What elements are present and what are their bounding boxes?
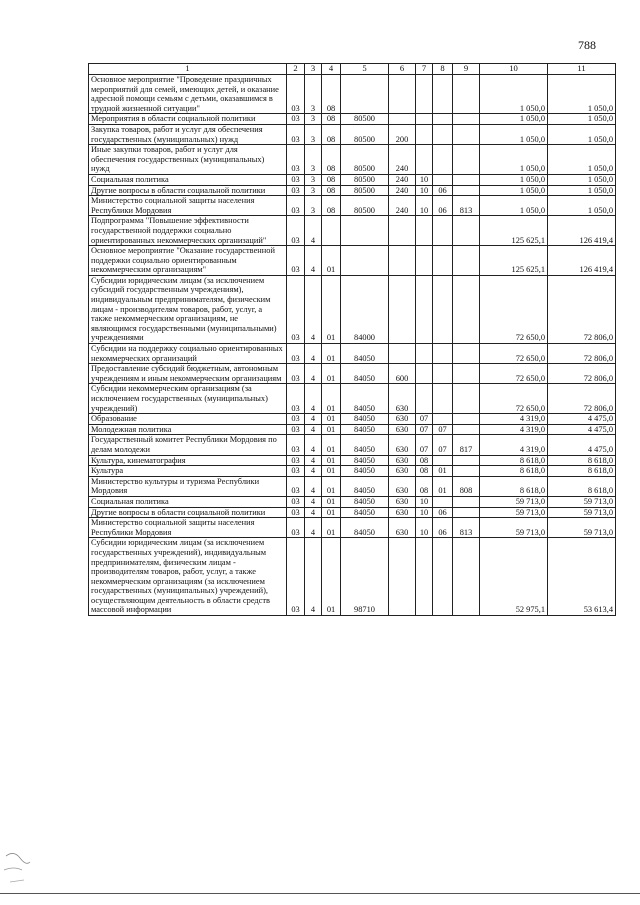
cell-c7	[416, 75, 433, 114]
cell-c9	[453, 538, 480, 616]
row-name-cell: Субсидии некоммерческим организациям (за исключением государственных (муниципальных) учреждений)	[89, 384, 287, 414]
cell-c6	[389, 344, 416, 364]
cell-c5: 84050	[341, 496, 389, 507]
cell-c3: 3	[305, 114, 322, 125]
cell-c11: 1 050,0	[548, 114, 616, 125]
row-name-cell: Министерство социальной защиты населения Республики Мордовия	[89, 196, 287, 216]
cell-c3: 4	[305, 466, 322, 477]
header-cell: 10	[480, 64, 548, 75]
cell-c6	[389, 75, 416, 114]
cell-c10: 4 319,0	[480, 435, 548, 455]
header-cell: 5	[341, 64, 389, 75]
row-name-cell: Социальная политика	[89, 496, 287, 507]
cell-c11: 8 618,0	[548, 466, 616, 477]
cell-c8	[433, 496, 453, 507]
cell-c7: 08	[416, 455, 433, 466]
cell-c8: 06	[433, 196, 453, 216]
cell-c11: 72 806,0	[548, 344, 616, 364]
cell-c7: 10	[416, 507, 433, 518]
table-row	[89, 435, 616, 455]
cell-c2: 03	[287, 455, 305, 466]
cell-c4: 08	[322, 145, 341, 175]
row-name-cell: Социальная политика	[89, 174, 287, 185]
cell-c7	[416, 344, 433, 364]
cell-c6	[389, 114, 416, 125]
row-name-cell: Культура, кинематография	[89, 455, 287, 466]
cell-c2: 03	[287, 364, 305, 384]
table-row	[89, 246, 616, 276]
cell-c4: 08	[322, 114, 341, 125]
cell-c5: 80500	[341, 174, 389, 185]
cell-c3: 4	[305, 384, 322, 414]
table-row	[89, 466, 616, 477]
cell-c7	[416, 216, 433, 246]
header-cell: 3	[305, 64, 322, 75]
cell-c6: 600	[389, 364, 416, 384]
cell-c8: 06	[433, 507, 453, 518]
row-name-cell: Предоставление субсидий бюджетным, автономным учреждениям и иным некоммерческим организациям	[89, 364, 287, 384]
cell-c3: 3	[305, 196, 322, 216]
cell-c9	[453, 114, 480, 125]
cell-c6: 630	[389, 466, 416, 477]
cell-c2: 03	[287, 538, 305, 616]
cell-c8	[433, 174, 453, 185]
header-cell: 4	[322, 64, 341, 75]
cell-c5: 84050	[341, 424, 389, 435]
cell-c2: 03	[287, 124, 305, 144]
table-header-row	[89, 64, 616, 75]
cell-c8: 01	[433, 466, 453, 477]
header-cell: 8	[433, 64, 453, 75]
cell-c5: 98710	[341, 538, 389, 616]
cell-c3: 4	[305, 518, 322, 538]
row-name-cell: Иные закупки товаров, работ и услуг для обеспечения государственных (муниципальных) нужд	[89, 145, 287, 175]
cell-c2: 03	[287, 145, 305, 175]
cell-c5: 84050	[341, 476, 389, 496]
cell-c4: 08	[322, 75, 341, 114]
row-name-cell: Субсидии юридическим лицам (за исключением субсидий государственным учреждениям), индивидуальным предпринимателям, физическим лицам - производителям товаров, работ, услуг, а также некоммерческим организациям, не являющимся государственными (муниципальными) учреждениями	[89, 275, 287, 343]
row-name-cell: Мероприятия в области социальной политики	[89, 114, 287, 125]
cell-c7	[416, 538, 433, 616]
cell-c3: 3	[305, 174, 322, 185]
cell-c4: 08	[322, 124, 341, 144]
cell-c5: 84050	[341, 344, 389, 364]
cell-c6	[389, 538, 416, 616]
cell-c10: 72 650,0	[480, 275, 548, 343]
row-name-cell: Государственный комитет Республики Мордовия по делам молодежи	[89, 435, 287, 455]
cell-c5: 84000	[341, 275, 389, 343]
cell-c7	[416, 384, 433, 414]
cell-c11: 72 806,0	[548, 384, 616, 414]
cell-c9	[453, 384, 480, 414]
table-row	[89, 344, 616, 364]
cell-c5: 80500	[341, 145, 389, 175]
row-name-cell: Молодежная политика	[89, 424, 287, 435]
cell-c2: 03	[287, 424, 305, 435]
cell-c3: 4	[305, 455, 322, 466]
cell-c4: 01	[322, 344, 341, 364]
cell-c4: 01	[322, 246, 341, 276]
table-row	[89, 75, 616, 114]
table-row	[89, 196, 616, 216]
cell-c3: 3	[305, 124, 322, 144]
cell-c2: 03	[287, 518, 305, 538]
table-row	[89, 384, 616, 414]
table-row	[89, 455, 616, 466]
cell-c8	[433, 216, 453, 246]
row-name-cell: Основное мероприятие "Оказание государственной поддержки социально ориентированным некоммерческим организациям"	[89, 246, 287, 276]
table-row	[89, 424, 616, 435]
cell-c7	[416, 145, 433, 175]
cell-c3: 4	[305, 246, 322, 276]
cell-c3: 3	[305, 185, 322, 196]
header-cell: 9	[453, 64, 480, 75]
cell-c2: 03	[287, 75, 305, 114]
cell-c8	[433, 114, 453, 125]
header-cell: 1	[89, 64, 287, 75]
cell-c11: 126 419,4	[548, 246, 616, 276]
cell-c9	[453, 145, 480, 175]
cell-c11: 1 050,0	[548, 124, 616, 144]
table-row	[89, 114, 616, 125]
cell-c10: 1 050,0	[480, 145, 548, 175]
cell-c9	[453, 455, 480, 466]
cell-c3: 4	[305, 476, 322, 496]
cell-c6: 240	[389, 145, 416, 175]
cell-c10: 125 625,1	[480, 246, 548, 276]
cell-c5	[341, 75, 389, 114]
cell-c10: 8 618,0	[480, 476, 548, 496]
page-number: 788	[578, 38, 596, 52]
cell-c9	[453, 414, 480, 425]
cell-c11: 126 419,4	[548, 216, 616, 246]
cell-c5: 84050	[341, 435, 389, 455]
row-name-cell: Другие вопросы в области социальной политики	[89, 185, 287, 196]
cell-c6: 240	[389, 196, 416, 216]
margin-scribble	[0, 848, 60, 891]
cell-c6	[389, 216, 416, 246]
cell-c5: 80500	[341, 196, 389, 216]
cell-c10: 72 650,0	[480, 344, 548, 364]
cell-c10: 4 319,0	[480, 414, 548, 425]
cell-c4: 08	[322, 185, 341, 196]
cell-c10: 59 713,0	[480, 507, 548, 518]
cell-c4: 01	[322, 518, 341, 538]
cell-c8: 07	[433, 435, 453, 455]
row-name-cell: Культура	[89, 466, 287, 477]
cell-c6: 630	[389, 384, 416, 414]
cell-c9	[453, 246, 480, 276]
cell-c3: 4	[305, 435, 322, 455]
cell-c7: 07	[416, 414, 433, 425]
cell-c5	[341, 216, 389, 246]
cell-c2: 03	[287, 507, 305, 518]
table-body	[89, 75, 616, 616]
cell-c2: 03	[287, 344, 305, 364]
cell-c3: 4	[305, 496, 322, 507]
cell-c9	[453, 507, 480, 518]
budget-table	[88, 63, 616, 616]
row-name-cell: Другие вопросы в области социальной политики	[89, 507, 287, 518]
table-row	[89, 496, 616, 507]
cell-c6	[389, 246, 416, 276]
cell-c9: 808	[453, 476, 480, 496]
cell-c8: 01	[433, 476, 453, 496]
cell-c2: 03	[287, 196, 305, 216]
cell-c4: 08	[322, 174, 341, 185]
table-row	[89, 518, 616, 538]
cell-c7: 10	[416, 185, 433, 196]
cell-c10: 4 319,0	[480, 424, 548, 435]
cell-c4: 01	[322, 384, 341, 414]
cell-c8	[433, 414, 453, 425]
cell-c9: 813	[453, 518, 480, 538]
cell-c10: 1 050,0	[480, 124, 548, 144]
cell-c10: 125 625,1	[480, 216, 548, 246]
cell-c6: 630	[389, 455, 416, 466]
cell-c4	[322, 216, 341, 246]
cell-c7	[416, 114, 433, 125]
cell-c2: 03	[287, 414, 305, 425]
cell-c9	[453, 364, 480, 384]
cell-c4: 01	[322, 364, 341, 384]
cell-c7: 10	[416, 518, 433, 538]
cell-c10: 1 050,0	[480, 185, 548, 196]
cell-c2: 03	[287, 114, 305, 125]
cell-c4: 01	[322, 275, 341, 343]
row-name-cell: Подпрограмма "Повышение эффективности государственной поддержки социально ориентированных некоммерческих организаций"	[89, 216, 287, 246]
cell-c9	[453, 174, 480, 185]
cell-c11: 53 613,4	[548, 538, 616, 616]
cell-c3: 4	[305, 344, 322, 364]
cell-c6: 630	[389, 476, 416, 496]
cell-c8	[433, 364, 453, 384]
cell-c2: 03	[287, 496, 305, 507]
cell-c11: 4 475,0	[548, 435, 616, 455]
cell-c5: 84050	[341, 466, 389, 477]
cell-c4: 01	[322, 507, 341, 518]
cell-c9	[453, 124, 480, 144]
cell-c4: 01	[322, 466, 341, 477]
cell-c5: 84050	[341, 384, 389, 414]
cell-c6: 200	[389, 124, 416, 144]
cell-c2: 03	[287, 246, 305, 276]
cell-c4: 01	[322, 435, 341, 455]
cell-c10: 1 050,0	[480, 174, 548, 185]
cell-c7: 10	[416, 196, 433, 216]
cell-c2: 03	[287, 435, 305, 455]
table-row	[89, 275, 616, 343]
cell-c11: 1 050,0	[548, 75, 616, 114]
cell-c6	[389, 275, 416, 343]
cell-c8	[433, 538, 453, 616]
cell-c10: 59 713,0	[480, 496, 548, 507]
cell-c6: 630	[389, 496, 416, 507]
cell-c8: 06	[433, 185, 453, 196]
cell-c8: 07	[433, 424, 453, 435]
cell-c6: 630	[389, 424, 416, 435]
cell-c3: 3	[305, 75, 322, 114]
cell-c10: 59 713,0	[480, 518, 548, 538]
cell-c10: 1 050,0	[480, 196, 548, 216]
cell-c11: 72 806,0	[548, 275, 616, 343]
cell-c8	[433, 455, 453, 466]
header-cell: 11	[548, 64, 616, 75]
cell-c11: 8 618,0	[548, 476, 616, 496]
cell-c7	[416, 364, 433, 384]
cell-c11: 8 618,0	[548, 455, 616, 466]
cell-c5: 84050	[341, 507, 389, 518]
cell-c10: 1 050,0	[480, 114, 548, 125]
row-name-cell: Субсидии юридическим лицам (за исключением государственных учреждений), индивидуальным предпринимателям, физическим лицам - производителям товаров, работ, услуг, а также некоммерческим организациям (за исключением государственных (муниципальных) учреждений), осуществляющим деятельность в области средств массовой информации	[89, 538, 287, 616]
cell-c9	[453, 466, 480, 477]
cell-c8	[433, 384, 453, 414]
cell-c11: 1 050,0	[548, 196, 616, 216]
cell-c6: 630	[389, 507, 416, 518]
cell-c11: 59 713,0	[548, 518, 616, 538]
cell-c9	[453, 496, 480, 507]
table-row	[89, 145, 616, 175]
cell-c11: 4 475,0	[548, 414, 616, 425]
cell-c5: 80500	[341, 124, 389, 144]
cell-c7	[416, 124, 433, 144]
cell-c7: 10	[416, 496, 433, 507]
cell-c5	[341, 246, 389, 276]
cell-c3: 4	[305, 364, 322, 384]
cell-c7: 07	[416, 435, 433, 455]
cell-c8	[433, 145, 453, 175]
cell-c9	[453, 424, 480, 435]
cell-c4: 01	[322, 496, 341, 507]
cell-c3: 4	[305, 424, 322, 435]
table-row	[89, 364, 616, 384]
cell-c7: 10	[416, 174, 433, 185]
cell-c3: 3	[305, 145, 322, 175]
cell-c7	[416, 246, 433, 276]
cell-c4: 01	[322, 538, 341, 616]
cell-c2: 03	[287, 275, 305, 343]
table-row	[89, 507, 616, 518]
cell-c11: 1 050,0	[548, 174, 616, 185]
cell-c2: 03	[287, 384, 305, 414]
row-name-cell: Министерство культуры и туризма Республики Мордовия	[89, 476, 287, 496]
cell-c2: 03	[287, 476, 305, 496]
cell-c2: 03	[287, 185, 305, 196]
cell-c7: 08	[416, 476, 433, 496]
row-name-cell: Закупка товаров, работ и услуг для обеспечения государственных (муниципальных) нужд	[89, 124, 287, 144]
header-cell: 2	[287, 64, 305, 75]
header-cell: 6	[389, 64, 416, 75]
cell-c9	[453, 344, 480, 364]
handwritten-mark-icon	[0, 848, 60, 888]
row-name-cell: Основное мероприятие "Проведение праздничных мероприятий для семей, имеющих детей, и оказание адресной помощи семьям с детьми, оказавшимся в трудной жизненной ситуации"	[89, 75, 287, 114]
cell-c10: 8 618,0	[480, 466, 548, 477]
cell-c4: 08	[322, 196, 341, 216]
cell-c10: 1 050,0	[480, 75, 548, 114]
cell-c11: 59 713,0	[548, 496, 616, 507]
table-row	[89, 124, 616, 144]
cell-c10: 72 650,0	[480, 364, 548, 384]
cell-c11: 59 713,0	[548, 507, 616, 518]
cell-c11: 1 050,0	[548, 145, 616, 175]
cell-c5: 80500	[341, 114, 389, 125]
cell-c9	[453, 216, 480, 246]
cell-c7	[416, 275, 433, 343]
table-row	[89, 216, 616, 246]
cell-c10: 8 618,0	[480, 455, 548, 466]
cell-c6: 240	[389, 185, 416, 196]
cell-c9	[453, 185, 480, 196]
row-name-cell: Образование	[89, 414, 287, 425]
cell-c4: 01	[322, 476, 341, 496]
cell-c3: 4	[305, 275, 322, 343]
cell-c8	[433, 275, 453, 343]
table-row	[89, 185, 616, 196]
cell-c7: 08	[416, 466, 433, 477]
table-row	[89, 174, 616, 185]
cell-c3: 4	[305, 538, 322, 616]
cell-c8	[433, 124, 453, 144]
cell-c8	[433, 344, 453, 364]
cell-c4: 01	[322, 455, 341, 466]
cell-c9	[453, 75, 480, 114]
cell-c6: 240	[389, 174, 416, 185]
cell-c11: 4 475,0	[548, 424, 616, 435]
table-row	[89, 476, 616, 496]
row-name-cell: Министерство социальной защиты населения Республики Мордовия	[89, 518, 287, 538]
cell-c9: 817	[453, 435, 480, 455]
table-row	[89, 414, 616, 425]
header-cell: 7	[416, 64, 433, 75]
cell-c5: 84050	[341, 414, 389, 425]
cell-c8	[433, 246, 453, 276]
cell-c5: 84050	[341, 455, 389, 466]
cell-c2: 03	[287, 216, 305, 246]
cell-c6: 630	[389, 435, 416, 455]
page-bottom-rule	[0, 893, 640, 894]
cell-c10: 72 650,0	[480, 384, 548, 414]
cell-c5: 80500	[341, 185, 389, 196]
cell-c4: 01	[322, 424, 341, 435]
cell-c9: 813	[453, 196, 480, 216]
cell-c5: 84050	[341, 518, 389, 538]
row-name-cell: Субсидии на поддержку социально ориентированных некоммерческих организаций	[89, 344, 287, 364]
cell-c7: 07	[416, 424, 433, 435]
table-row	[89, 538, 616, 616]
cell-c3: 4	[305, 507, 322, 518]
cell-c2: 03	[287, 466, 305, 477]
cell-c2: 03	[287, 174, 305, 185]
cell-c6: 630	[389, 518, 416, 538]
cell-c10: 52 975,1	[480, 538, 548, 616]
cell-c4: 01	[322, 414, 341, 425]
cell-c11: 1 050,0	[548, 185, 616, 196]
cell-c3: 4	[305, 216, 322, 246]
cell-c11: 72 806,0	[548, 364, 616, 384]
cell-c5: 84050	[341, 364, 389, 384]
cell-c6: 630	[389, 414, 416, 425]
cell-c8: 06	[433, 518, 453, 538]
cell-c9	[453, 275, 480, 343]
cell-c3: 4	[305, 414, 322, 425]
cell-c8	[433, 75, 453, 114]
